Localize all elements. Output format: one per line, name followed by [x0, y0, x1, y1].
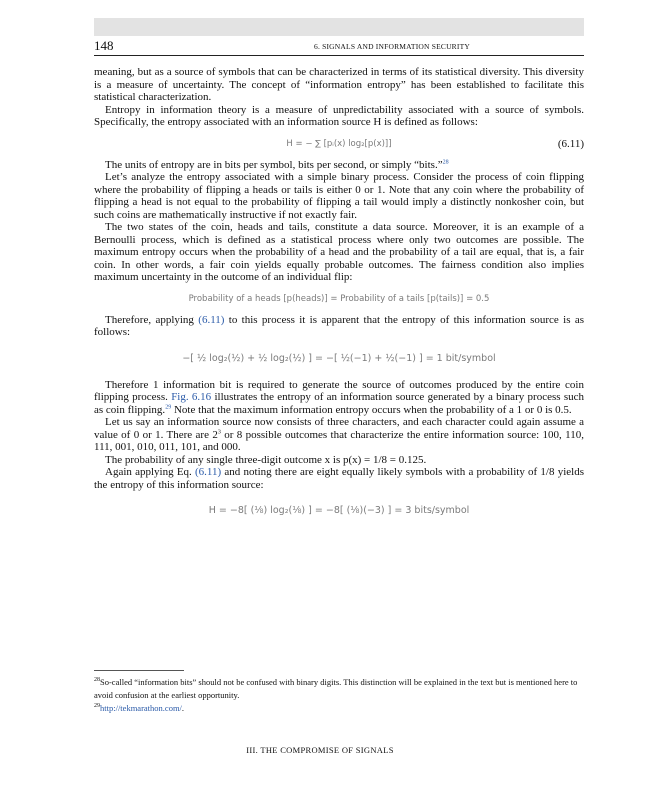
equation-entropy-definition: H = − ∑ [pᵢ(x) log₂[p(x)]]	[286, 138, 392, 149]
paragraph	[94, 466, 584, 491]
equation-probability-text: Probability of a heads [p(heads)] = Probability of a tails [p(tails)] = 0.5	[188, 293, 490, 304]
part-footer: III. THE COMPROMISE OF SIGNALS	[246, 745, 394, 755]
paragraph-text: Again applying Eq.	[105, 466, 196, 478]
page-number: 148	[94, 38, 114, 53]
paragraph: The probability of any single three-digit outcome x is p(x) = 1/8 = 0.125.	[105, 453, 427, 466]
equation-link[interactable]: (6.11)	[198, 313, 225, 326]
footnote-ref-28[interactable]: 28	[442, 158, 449, 165]
paragraph	[94, 379, 584, 417]
paragraph: Let’s analyze the entropy associated with a simple binary process. Consider the process of coin flipping where the probability of flipping a heads or tails is either 0 or 1. Note that any coin where the probability of flipping a head is not equal to the probability of flipping a tail would imply a distinctly nonkosher coin, but such coins are mathematically instructive if not exactly fair.	[94, 171, 584, 221]
body-text	[94, 66, 584, 531]
paragraph	[94, 314, 584, 339]
paragraph: Entropy in information theory is a measure of unpredictability associated with a source of symbols. Specifically, the entropy associated with an information source H is defined as follows:	[94, 103, 584, 128]
equation-coin-entropy-text: −[ ½ log₂(½) + ½ log₂(½) ] = −[ ½(−1) + ½(−1) ] = 1 bit/symbol	[182, 352, 496, 364]
paragraph-text: illustrates the entropy of an information source generated by a binary process such as coin flipping.	[94, 391, 584, 416]
equation-coin-entropy	[94, 339, 584, 379]
running-header: 6. SIGNALS AND INFORMATION SECURITY	[314, 42, 470, 51]
top-gray-bar	[94, 18, 584, 36]
footnote-number: 29	[94, 703, 100, 710]
footnotes	[94, 676, 584, 715]
header-rule	[94, 55, 584, 56]
equation-three-char-entropy	[94, 491, 584, 531]
equation-6-11	[94, 129, 584, 159]
footnote-rule	[94, 670, 184, 671]
paragraph: meaning, but as a source of symbols that can be characterized in terms of its statistical diversity. This diversity is a measure of uncertainty. The concept of “information entropy” has been established to facilitate this statistical characterization.	[94, 66, 584, 103]
paragraph-text: Note that the maximum information entropy occurs when the probability of a 1 or 0 is 0.5.	[171, 403, 572, 416]
paragraph-text: Therefore, applying	[105, 313, 199, 326]
paragraph	[94, 159, 584, 172]
paragraph-text: Therefore 1 information bit is required to generate the source of outcomes produced by the entire coin flipping process.	[94, 378, 584, 403]
equation-three-char-entropy-text: H = −8[ (⅛) log₂(⅛) ] = −8[ (⅛)(−3) ] = 3 bits/symbol	[208, 505, 470, 516]
paragraph-text: and noting there are eight equally likely symbols with a probability of 1/8 yields the entropy of this information source:	[94, 466, 584, 491]
figure-link[interactable]: Fig. 6.16	[171, 391, 212, 403]
footnote-number: 28	[94, 677, 100, 684]
paragraph-text: or 8 possible outcomes that characterize the entire information source: 100, 110, 111, 001, 010, 011, 101, and 000.	[94, 428, 584, 453]
paragraph-text: The units of entropy are in bits per symbol, bits per second, or simply “bits.”	[105, 158, 443, 171]
superscript: 3	[217, 428, 221, 435]
paragraph	[94, 416, 584, 454]
footnote-ref-29[interactable]: 29	[165, 403, 172, 410]
equation-probability	[94, 284, 584, 314]
footnote-text: .	[181, 703, 185, 713]
equation-link[interactable]: (6.11)	[195, 466, 222, 478]
footnote-28	[94, 676, 584, 702]
footnote-url-link[interactable]: http://tekmarathon.com/	[100, 703, 182, 713]
footnote-29	[94, 702, 584, 715]
paragraph-text: to this process it is apparent that the entropy of this information source is as follows:	[94, 313, 584, 338]
equation-number: (6.11)	[557, 137, 584, 150]
paragraph-text: Let us say an information source now consists of three characters, and each character could again assume a value of 0 or 1. There are 2	[94, 416, 584, 441]
paragraph: The two states of the coin, heads and tails, constitute a data source. Moreover, it is an example of a Bernoulli process, which is defined as a statistical process where only two outcomes are possible. The maximum entropy occurs when the probability of a head and the probability of a tail are equal, that is, a fair coin. In other words, a fair coin yields equally probable outcomes. The fairness condition also implies maximum uncertainty in the outcome of an individual flip:	[94, 221, 584, 283]
footnote-text: So-called “information bits” should not be confused with binary digits. This distinction will be explained in the text but is mentioned here to avoid confusion at the earliest opportunity.	[94, 677, 578, 700]
